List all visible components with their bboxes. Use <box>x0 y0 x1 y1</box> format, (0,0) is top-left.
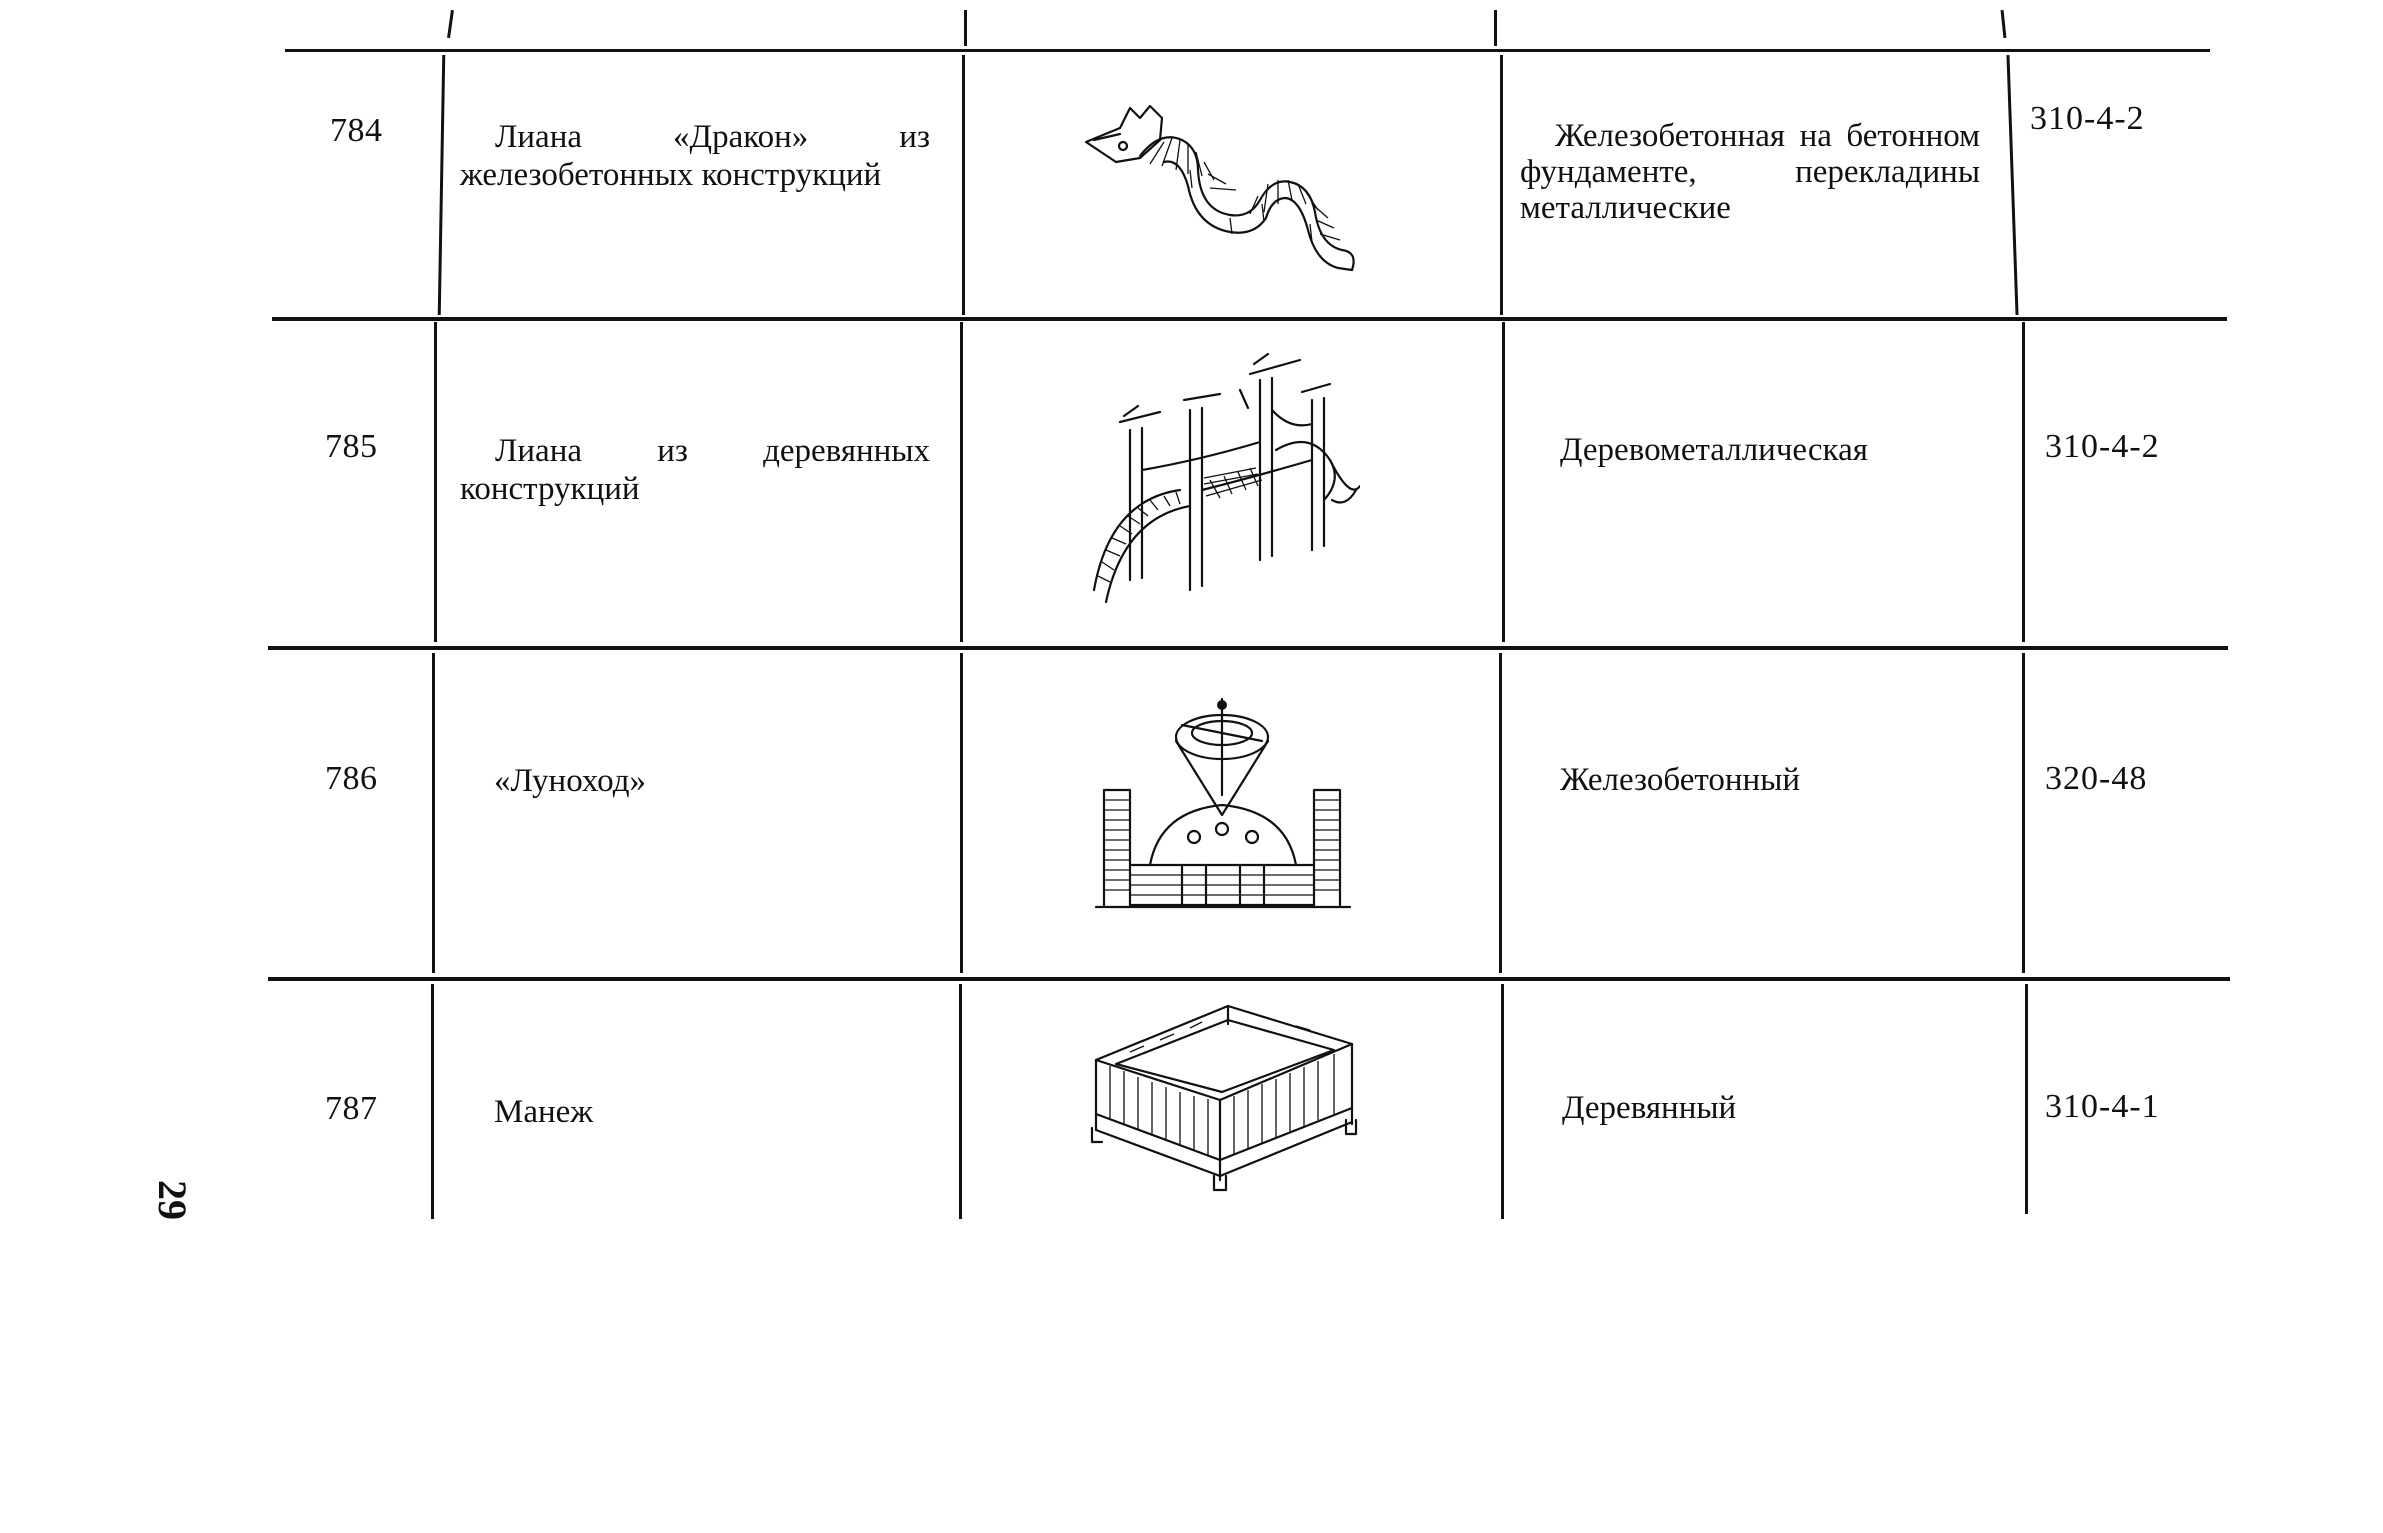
page-number: 29 <box>150 1180 195 1220</box>
row-number: 787 <box>325 1090 378 1127</box>
column-line <box>1499 653 1502 973</box>
wooden-liana-drawing <box>1080 350 1360 620</box>
item-name: Лиана из деревянных конструкций <box>460 433 930 507</box>
column-line <box>960 322 963 642</box>
column-line <box>1501 984 1504 1219</box>
column-line <box>434 322 437 642</box>
column-tick <box>2001 10 2007 38</box>
column-line <box>960 653 963 973</box>
item-material: Железобетонная на бетонном фундаменте, перекладины металлические <box>1520 118 1980 226</box>
project-code: 320-48 <box>2045 760 2148 797</box>
column-line <box>1500 55 1503 315</box>
column-tick <box>447 10 454 38</box>
row-number: 786 <box>325 760 378 797</box>
row-divider <box>268 646 2228 650</box>
playpen-drawing <box>1090 1000 1360 1200</box>
project-code: 310-4-2 <box>2030 100 2145 137</box>
row-divider <box>268 977 2230 981</box>
item-name: Лиана «Дракон» из железобетонных конструкций <box>460 119 930 193</box>
column-line <box>438 55 446 315</box>
row-number: 785 <box>325 428 378 465</box>
table-top-rule <box>285 49 2210 52</box>
column-line <box>2022 653 2025 973</box>
item-material: Железобетонный <box>1560 762 1801 798</box>
project-code: 310-4-1 <box>2045 1088 2160 1125</box>
column-line <box>2022 322 2025 642</box>
row-number: 784 <box>330 112 383 149</box>
item-material: Деревометаллическая <box>1560 432 1868 468</box>
column-line <box>432 653 435 973</box>
project-code: 310-4-2 <box>2045 428 2160 465</box>
dragon-liana-drawing <box>1080 100 1370 280</box>
column-line <box>431 984 434 1219</box>
column-tick <box>964 10 967 46</box>
column-tick <box>1494 10 1497 46</box>
item-name: Манеж <box>494 1094 594 1130</box>
column-line <box>2006 55 2018 315</box>
column-line <box>1502 322 1505 642</box>
item-name: «Луноход» <box>494 763 646 799</box>
item-material: Деревянный <box>1562 1090 1737 1126</box>
lunokhod-drawing <box>1090 695 1360 915</box>
row-divider <box>272 317 2227 321</box>
column-line <box>962 55 965 315</box>
